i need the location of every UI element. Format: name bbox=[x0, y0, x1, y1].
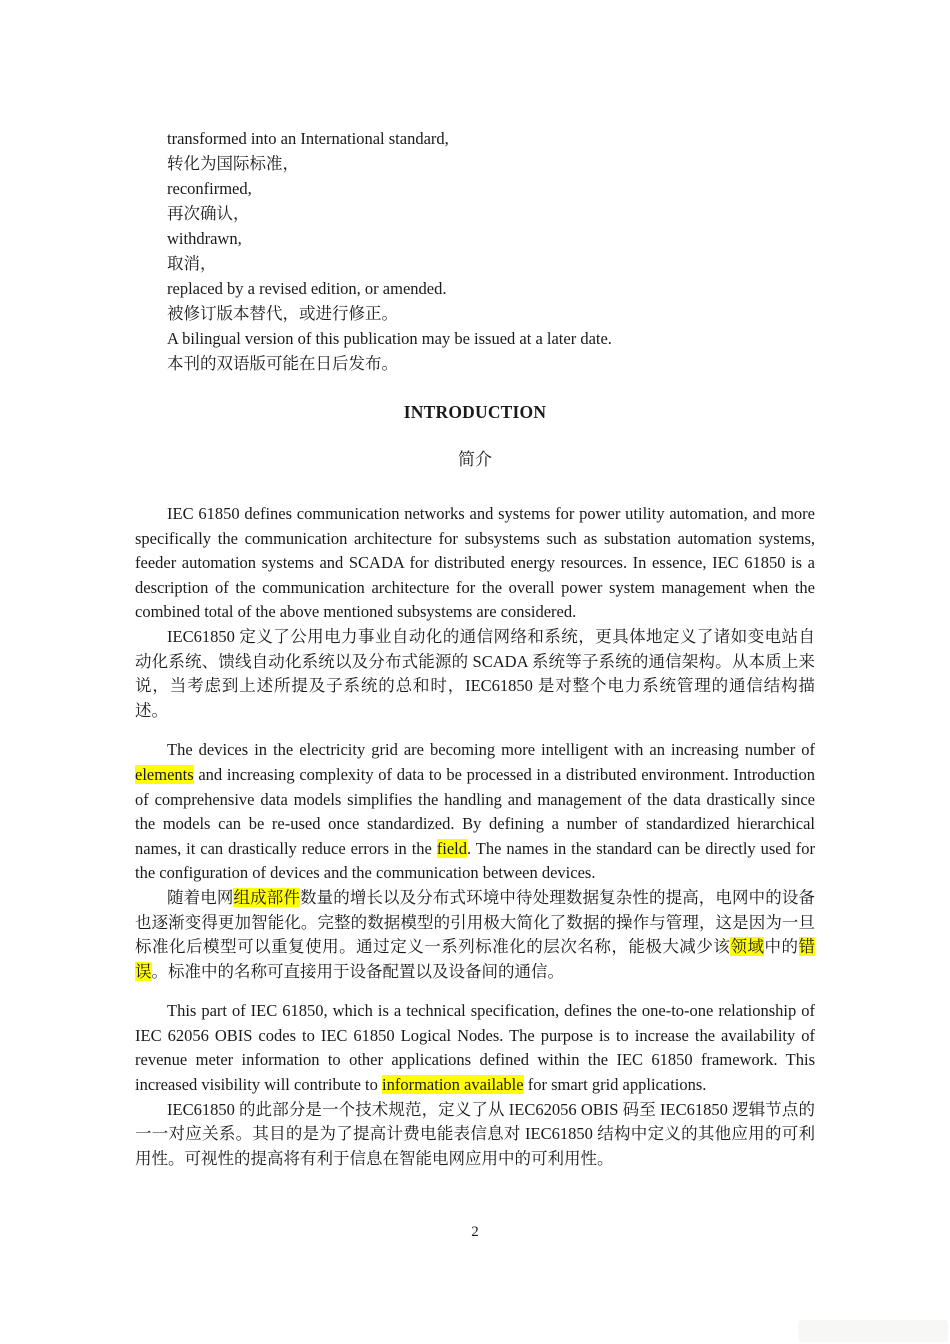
status-list-item: transformed into an International standard, bbox=[167, 129, 449, 148]
highlighted-text: 组成部件 bbox=[233, 887, 300, 907]
paragraph-devices-chinese: 随着电网组成部件数量的增长以及分布式环境中待处理数据复杂性的提高，电网中的设备也逐渐变得更加智能化。完整的数据模型的引用极大简化了数据的操作与管理，这是因为一旦标准化后模型可以重复使用。通过定义一系列标准化的层次名称，能极大减少该领域中的错误。标准中的名称可直接用于设备配置以及设备间的通信。 bbox=[135, 887, 816, 981]
paragraph-devices-english: The devices in the electricity grid are becoming more intelligent with an increasing number of elements and increasing complexity of data to be processed in a distributed environment. Introduction of comprehensive data models simplifies the handling and management of the data drastically since the models can be re-used once standardized. By defining a number of standardized hierarchical names, it can drastically reduce errors in the field. The names in the standard can be directly used for the configuration of devices and the communication between devices. bbox=[135, 740, 815, 883]
highlighted-text: information available bbox=[382, 1075, 524, 1095]
highlighted-text: elements bbox=[135, 764, 194, 784]
highlighted-text: 领域 bbox=[730, 937, 765, 957]
status-list-item: 被修订版本替代，或进行修正。 bbox=[167, 304, 398, 323]
paragraph-intro-english: IEC 61850 defines communication networks and systems for power utility automation, and more specifically the communication architecture for subsystems such as substation automation systems, feeder automation systems and SCADA for distributed energy resources. In essence, IEC 61850 is a description of the communication architecture for the overall power system management when the combined total of the above mentioned subsystems are considered. bbox=[135, 504, 815, 622]
status-list-item: 本刊的双语版可能在日后发布。 bbox=[167, 354, 398, 373]
status-list-item: withdrawn, bbox=[167, 229, 242, 248]
status-list-item: 取消， bbox=[167, 254, 217, 273]
status-list-item: 转化为国际标准， bbox=[167, 154, 299, 173]
paragraph-scope-chinese: IEC61850 的此部分是一个技术规范，定义了从 IEC62056 OBIS 码至 IEC61850 逻辑节点的一一对应关系。其目的是为了提高计费电能表信息对 IEC61850 结构中定义的其他应用的可利用性。可视性的提高将有利于信息在智能电网应用中的可利用性。 bbox=[135, 1099, 815, 1168]
status-list bbox=[167, 126, 815, 376]
status-list-item: 再次确认， bbox=[167, 204, 250, 223]
section-title-english: INTRODUCTION bbox=[403, 402, 547, 422]
watermark-badge bbox=[798, 1320, 948, 1342]
page-number: 2 bbox=[471, 1224, 479, 1240]
status-list-item: reconfirmed, bbox=[167, 179, 252, 198]
status-list-item: replaced by a revised edition, or amended. bbox=[167, 279, 447, 298]
paragraph-intro-chinese: IEC61850 定义了公用电力事业自动化的通信网络和系统，更具体地定义了诸如变电站自动化系统、馈线自动化系统以及分布式能源的 SCADA 系统等子系统的通信架构。从本质上来说，当考虑到上述所提及子系统的总和时，IEC61850 是对整个电力系统管理的通信结构描述。 bbox=[135, 626, 815, 720]
highlighted-text: 错误 bbox=[135, 937, 816, 981]
status-list-item: A bilingual version of this publication may be issued at a later date. bbox=[167, 329, 612, 348]
section-title-chinese: 简介 bbox=[458, 450, 492, 469]
paragraph-scope-english: This part of IEC 61850, which is a technical specification, defines the one-to-one relationship of IEC 62056 OBIS codes to IEC 61850 Logical Nodes. The purpose is to increase the availability of revenue meter information to other applications defined within the IEC 61850 framework. This increased visibility will contribute to information available for smart grid applications. bbox=[135, 1001, 815, 1095]
highlighted-text: field bbox=[436, 838, 468, 858]
